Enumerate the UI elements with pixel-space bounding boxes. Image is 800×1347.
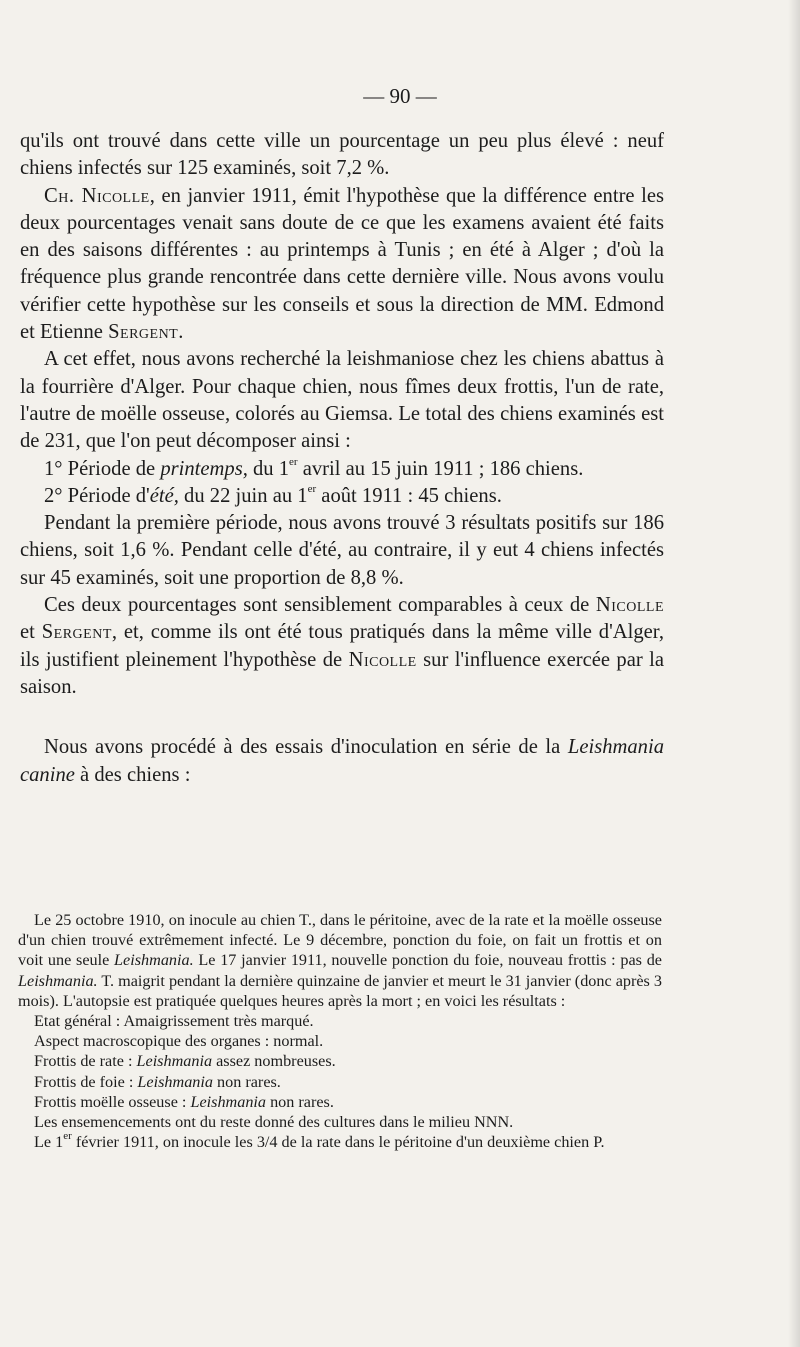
- paragraph-4: 1° Période de printemps, du 1er avril au 15 juin 1911 ; 186 chiens.: [44, 455, 584, 480]
- author-name: Ch. Nicolle: [44, 184, 150, 207]
- paragraph-2: Ch. Nicolle, en janvier 1911, émit l'hypothèse que la différence entre les deux pourcentages venait sans doute de ce que les examens avaient été faits en des saisons différentes : au printemps à Tunis ; en été à Alger ; d'où la fréquence plus grande rencontrée dans cette dernière ville. Nous avons voulu vérifier cette hypothèse sur les conseils et sous la direction de MM. Edmond et Etienne Sergent.: [20, 184, 665, 344]
- result-line: Frottis de foie : Leishmania non rares.: [34, 1072, 281, 1091]
- author-name: Nicolle: [348, 648, 417, 671]
- inoculation-line: Le 1er février 1911, on inocule les 3/4 de la rate dans le péritoine d'un deuxième chien P.: [34, 1129, 605, 1152]
- page-number: — 90 —: [363, 84, 437, 108]
- main-text: [20, 128, 664, 789]
- paragraph-1: qu'ils ont trouvé dans cette ville un pourcentage un peu plus élevé : neuf chiens infectés sur 125 examinés, soit 7,2 %.: [20, 130, 664, 180]
- result-line: Aspect macroscopique des organes : normal.: [34, 1032, 324, 1051]
- result-line: Les ensemencements ont du reste donné des cultures dans le milieu NNN.: [34, 1113, 514, 1132]
- result-line: Frottis de rate : Leishmania assez nombreuses.: [34, 1052, 336, 1071]
- case-report: Le 25 octobre 1910, on inocule au chien T., dans le péritoine, avec de la rate et la moëlle osseuse d'un chien trouvé extrêmement infecté. Le 9 décembre, ponction du foie, on fait un frottis et on voit une seule Leishmania. Le 17 janvier 1911, nouvelle ponction du foie, nouveau frottis : pas de Leishmania. T. maigrit pendant la dernière quinzaine de janvier et meurt le 31 janvier (donc après 3 mois). L'autopsie est pratiquée quelques heures après la mort ; en voici les résultats :: [18, 911, 662, 1010]
- paragraph-8: Nous avons procédé à des essais d'inoculation en série de la Leishmania canine à des chiens :: [20, 736, 664, 786]
- author-name: Nicolle: [595, 594, 664, 617]
- paragraph-3: A cet effet, nous avons recherché la leishmaniose chez les chiens abattus à la fourrière d'Alger. Pour chaque chien, nous fîmes deux frottis, l'un de rate, l'autre de moëlle osseuse, colorés au Giemsa. Le total des chiens examinés est de 231, que l'on peut décomposer ainsi :: [20, 348, 664, 453]
- author-name: Sergent: [108, 321, 179, 344]
- result-line: Etat général : Amaigrissement très marqué.: [34, 1012, 314, 1031]
- small-print-section: [18, 910, 662, 1152]
- paragraph-6: Pendant la première période, nous avons trouvé 3 résultats positifs sur 186 chiens, soit 1,6 %. Pendant celle d'été, au contraire, il y eut 4 chiens infectés sur 45 examinés, soit une proportion de 8,8 %.: [20, 512, 664, 589]
- author-name: Sergent: [41, 621, 112, 644]
- page-edge-shadow: [788, 0, 800, 1347]
- paragraph-5: 2° Période d'été, du 22 juin au 1er août 1911 : 45 chiens.: [44, 483, 502, 507]
- paragraph-7: Ces deux pourcentages sont sensiblement comparables à ceux de Nicolle et Sergent, et, comme ils ont été tous pratiqués dans la même ville d'Alger, ils justifient pleinement l'hypothèse de Nicolle sur l'influence exercée par la saison.: [20, 594, 664, 698]
- result-line: Frottis moëlle osseuse : Leishmania non rares.: [34, 1092, 334, 1111]
